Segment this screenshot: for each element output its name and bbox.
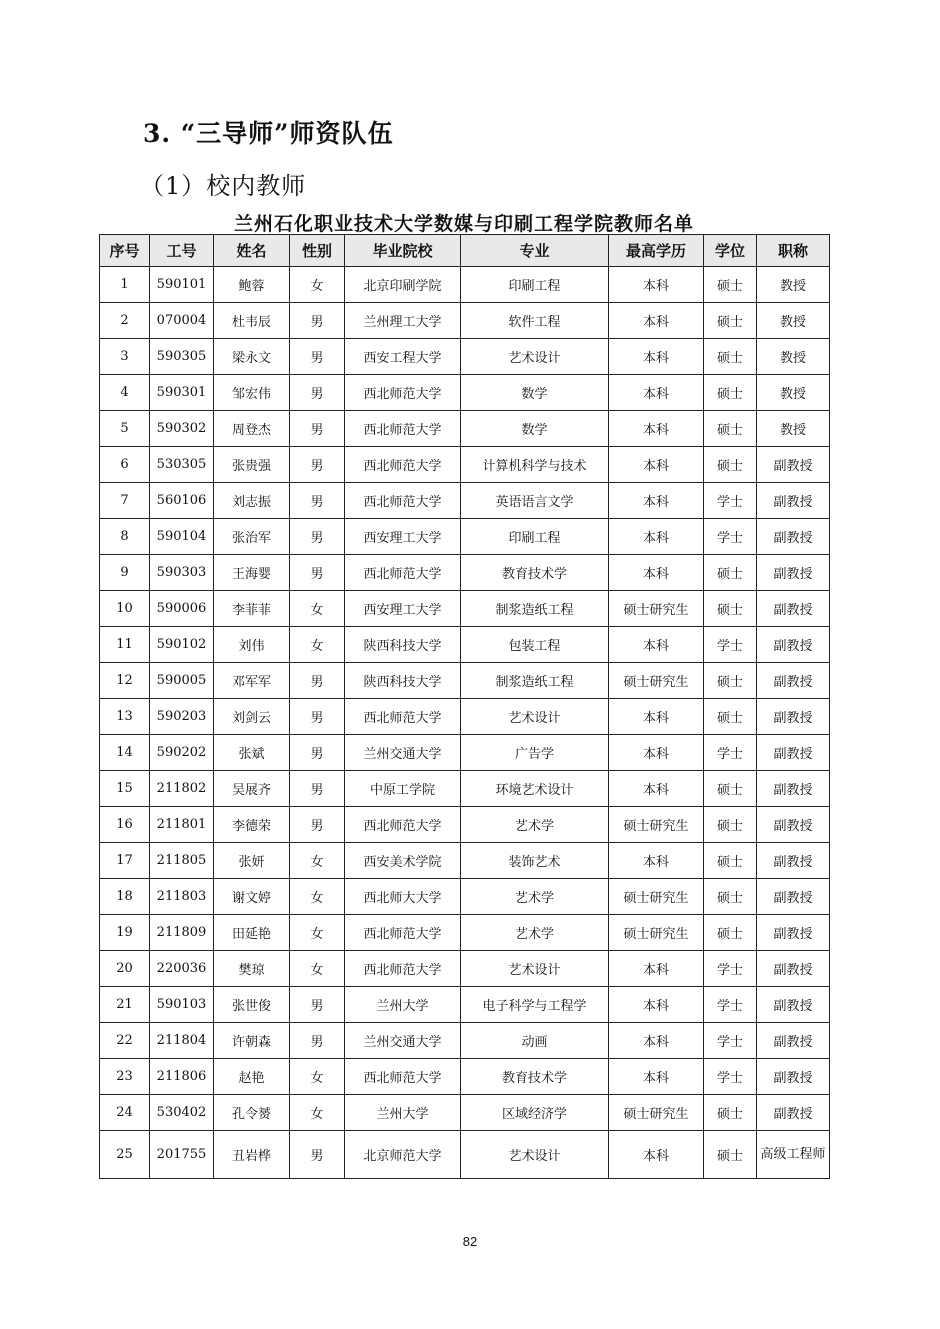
cell-degree: 学士: [704, 1023, 757, 1059]
cell-major: 艺术设计: [461, 1131, 609, 1179]
cell-name: 张妍: [214, 843, 290, 879]
cell-education: 硕士研究生: [609, 663, 704, 699]
cell-education: 本科: [609, 411, 704, 447]
table-row: [100, 375, 830, 411]
cell-index: 1: [100, 267, 150, 303]
cell-degree: 硕士: [704, 807, 757, 843]
table-row: [100, 411, 830, 447]
cell-staff-id: 211804: [150, 1023, 214, 1059]
cell-gender: 男: [290, 807, 345, 843]
cell-title: 副教授: [757, 483, 830, 519]
cell-degree: 硕士: [704, 267, 757, 303]
cell-gender: 男: [290, 375, 345, 411]
cell-name: 田延艳: [214, 915, 290, 951]
cell-index: 9: [100, 555, 150, 591]
col-header-name: 姓名: [214, 235, 290, 267]
cell-school: 西安理工大学: [345, 591, 461, 627]
cell-major: 艺术学: [461, 807, 609, 843]
cell-degree: 硕士: [704, 879, 757, 915]
cell-gender: 女: [290, 1059, 345, 1095]
table-row: [100, 807, 830, 843]
cell-staff-id: 211806: [150, 1059, 214, 1095]
cell-index: 5: [100, 411, 150, 447]
cell-degree: 硕士: [704, 339, 757, 375]
cell-degree: 学士: [704, 735, 757, 771]
cell-index: 16: [100, 807, 150, 843]
cell-education: 本科: [609, 267, 704, 303]
cell-staff-id: 590302: [150, 411, 214, 447]
cell-degree: 硕士: [704, 699, 757, 735]
cell-index: 24: [100, 1095, 150, 1131]
cell-title: 副教授: [757, 1059, 830, 1095]
cell-name: 张贵强: [214, 447, 290, 483]
cell-education: 本科: [609, 699, 704, 735]
cell-name: 梁永文: [214, 339, 290, 375]
cell-gender: 男: [290, 555, 345, 591]
cell-school: 兰州交通大学: [345, 735, 461, 771]
cell-degree: 硕士: [704, 663, 757, 699]
cell-title: 副教授: [757, 735, 830, 771]
cell-title-text: 高级工程师: [760, 1147, 826, 1162]
cell-gender: 男: [290, 1131, 345, 1179]
table-row: [100, 771, 830, 807]
cell-major: 印刷工程: [461, 267, 609, 303]
cell-major: 计算机科学与技术: [461, 447, 609, 483]
cell-gender: 男: [290, 447, 345, 483]
cell-gender: 男: [290, 987, 345, 1023]
cell-name: 张斌: [214, 735, 290, 771]
cell-major: 艺术设计: [461, 339, 609, 375]
cell-name: 周登杰: [214, 411, 290, 447]
cell-index: 22: [100, 1023, 150, 1059]
table-row: [100, 915, 830, 951]
cell-degree: 学士: [704, 519, 757, 555]
cell-index: 13: [100, 699, 150, 735]
cell-title: 教授: [757, 339, 830, 375]
cell-staff-id: 220036: [150, 951, 214, 987]
cell-name: 刘志振: [214, 483, 290, 519]
cell-staff-id: 590303: [150, 555, 214, 591]
cell-school: 兰州理工大学: [345, 303, 461, 339]
cell-education: 硕士研究生: [609, 879, 704, 915]
cell-staff-id: 211801: [150, 807, 214, 843]
cell-title: 教授: [757, 411, 830, 447]
cell-school: 兰州大学: [345, 987, 461, 1023]
cell-education: 本科: [609, 519, 704, 555]
col-header-index: 序号: [100, 235, 150, 267]
cell-degree: 硕士: [704, 303, 757, 339]
cell-name: 吴展齐: [214, 771, 290, 807]
cell-title: 副教授: [757, 627, 830, 663]
table-row: [100, 483, 830, 519]
table-row: [100, 699, 830, 735]
table-body: [100, 267, 830, 1179]
table-row: [100, 1059, 830, 1095]
cell-school: 西北师范大学: [345, 375, 461, 411]
cell-staff-id: 590104: [150, 519, 214, 555]
cell-staff-id: 590102: [150, 627, 214, 663]
cell-major: 区域经济学: [461, 1095, 609, 1131]
cell-title: 副教授: [757, 447, 830, 483]
cell-gender: 女: [290, 951, 345, 987]
cell-title: 副教授: [757, 807, 830, 843]
cell-index: 7: [100, 483, 150, 519]
col-header-major: 专业: [461, 235, 609, 267]
cell-major: 教育技术学: [461, 555, 609, 591]
cell-index: 14: [100, 735, 150, 771]
cell-major: 广告学: [461, 735, 609, 771]
cell-major: 包装工程: [461, 627, 609, 663]
table-row: [100, 591, 830, 627]
table-row: [100, 1131, 830, 1179]
cell-school: 陕西科技大学: [345, 663, 461, 699]
cell-school: 西安工程大学: [345, 339, 461, 375]
subsection-heading: （1）校内教师: [140, 172, 307, 200]
cell-name: 邓军军: [214, 663, 290, 699]
cell-gender: 男: [290, 303, 345, 339]
cell-staff-id: 211803: [150, 879, 214, 915]
cell-education: 本科: [609, 771, 704, 807]
cell-gender: 男: [290, 519, 345, 555]
cell-school: 西北师大大学: [345, 879, 461, 915]
cell-title: 副教授: [757, 519, 830, 555]
cell-education: 本科: [609, 843, 704, 879]
cell-degree: 学士: [704, 987, 757, 1023]
cell-education: 本科: [609, 483, 704, 519]
cell-education: 本科: [609, 375, 704, 411]
cell-degree: 学士: [704, 627, 757, 663]
cell-name: 张世俊: [214, 987, 290, 1023]
cell-education: 本科: [609, 1059, 704, 1095]
cell-school: 北京印刷学院: [345, 267, 461, 303]
cell-gender: 男: [290, 771, 345, 807]
cell-degree: 学士: [704, 1059, 757, 1095]
cell-major: 艺术设计: [461, 951, 609, 987]
cell-school: 西北师范大学: [345, 447, 461, 483]
cell-name: 许朝森: [214, 1023, 290, 1059]
cell-degree: 硕士: [704, 591, 757, 627]
cell-title: 副教授: [757, 771, 830, 807]
cell-staff-id: 201755: [150, 1131, 214, 1179]
cell-name: 邹宏伟: [214, 375, 290, 411]
cell-name: 王海婴: [214, 555, 290, 591]
cell-degree: 硕士: [704, 375, 757, 411]
cell-degree: 硕士: [704, 555, 757, 591]
cell-name: 赵艳: [214, 1059, 290, 1095]
cell-staff-id: 070004: [150, 303, 214, 339]
cell-gender: 男: [290, 483, 345, 519]
cell-school: 西北师范大学: [345, 951, 461, 987]
cell-title: 教授: [757, 375, 830, 411]
cell-school: 中原工学院: [345, 771, 461, 807]
cell-index: 17: [100, 843, 150, 879]
cell-gender: 女: [290, 267, 345, 303]
cell-education: 硕士研究生: [609, 915, 704, 951]
cell-index: 3: [100, 339, 150, 375]
cell-title: 副教授: [757, 915, 830, 951]
cell-title: 教授: [757, 267, 830, 303]
cell-major: 装饰艺术: [461, 843, 609, 879]
cell-gender: 男: [290, 735, 345, 771]
cell-gender: 女: [290, 915, 345, 951]
table-row: [100, 1023, 830, 1059]
cell-gender: 女: [290, 627, 345, 663]
cell-index: 25: [100, 1131, 150, 1179]
cell-education: 本科: [609, 339, 704, 375]
cell-major: 数学: [461, 411, 609, 447]
cell-index: 20: [100, 951, 150, 987]
cell-title: 副教授: [757, 879, 830, 915]
cell-title: 教授: [757, 303, 830, 339]
page-number: 82: [462, 1234, 478, 1249]
cell-education: 本科: [609, 735, 704, 771]
cell-gender: 女: [290, 1095, 345, 1131]
cell-gender: 女: [290, 879, 345, 915]
cell-title: 副教授: [757, 1095, 830, 1131]
cell-degree: 学士: [704, 951, 757, 987]
cell-index: 4: [100, 375, 150, 411]
cell-education: 本科: [609, 447, 704, 483]
cell-degree: 硕士: [704, 1095, 757, 1131]
table-row: [100, 735, 830, 771]
cell-education: 硕士研究生: [609, 1095, 704, 1131]
table-row: [100, 987, 830, 1023]
col-header-staff-id: 工号: [150, 235, 214, 267]
cell-education: 硕士研究生: [609, 591, 704, 627]
cell-title: 副教授: [757, 843, 830, 879]
cell-index: 8: [100, 519, 150, 555]
cell-index: 18: [100, 879, 150, 915]
cell-staff-id: 211809: [150, 915, 214, 951]
cell-school: 西北师范大学: [345, 555, 461, 591]
cell-school: 西北师范大学: [345, 915, 461, 951]
cell-education: 本科: [609, 303, 704, 339]
cell-education: 本科: [609, 1023, 704, 1059]
cell-staff-id: 590203: [150, 699, 214, 735]
table-row: [100, 267, 830, 303]
cell-major: 艺术学: [461, 915, 609, 951]
table-row: [100, 339, 830, 375]
col-header-school: 毕业院校: [345, 235, 461, 267]
cell-degree: 硕士: [704, 843, 757, 879]
cell-staff-id: 590101: [150, 267, 214, 303]
cell-index: 2: [100, 303, 150, 339]
cell-degree: 学士: [704, 483, 757, 519]
cell-gender: 男: [290, 339, 345, 375]
table-row: [100, 663, 830, 699]
cell-index: 6: [100, 447, 150, 483]
cell-title: 副教授: [757, 591, 830, 627]
cell-title: 副教授: [757, 699, 830, 735]
cell-name: 杜韦辰: [214, 303, 290, 339]
cell-major: 软件工程: [461, 303, 609, 339]
cell-title: 副教授: [757, 555, 830, 591]
table-row: [100, 627, 830, 663]
col-header-title: 职称: [757, 235, 830, 267]
cell-major: 印刷工程: [461, 519, 609, 555]
cell-index: 19: [100, 915, 150, 951]
cell-name: 刘剑云: [214, 699, 290, 735]
table-row: [100, 303, 830, 339]
cell-index: 15: [100, 771, 150, 807]
table-row: [100, 879, 830, 915]
cell-gender: 男: [290, 411, 345, 447]
cell-education: 本科: [609, 555, 704, 591]
col-header-degree: 学位: [704, 235, 757, 267]
cell-school: 西北师范大学: [345, 1059, 461, 1095]
cell-school: 兰州大学: [345, 1095, 461, 1131]
cell-staff-id: 211802: [150, 771, 214, 807]
cell-staff-id: 590202: [150, 735, 214, 771]
cell-school: 北京师范大学: [345, 1131, 461, 1179]
cell-school: 西北师范大学: [345, 699, 461, 735]
cell-school: 西北师范大学: [345, 483, 461, 519]
col-header-gender: 性别: [290, 235, 345, 267]
cell-major: 电子科学与工程学: [461, 987, 609, 1023]
table-row: [100, 1095, 830, 1131]
table-row: [100, 555, 830, 591]
cell-school: 兰州交通大学: [345, 1023, 461, 1059]
cell-staff-id: 530402: [150, 1095, 214, 1131]
cell-name: 谢文婷: [214, 879, 290, 915]
teacher-table: [99, 234, 830, 1179]
cell-staff-id: 590305: [150, 339, 214, 375]
cell-school: 西安理工大学: [345, 519, 461, 555]
cell-major: 数学: [461, 375, 609, 411]
cell-education: 本科: [609, 627, 704, 663]
cell-staff-id: 590103: [150, 987, 214, 1023]
cell-major: 艺术学: [461, 879, 609, 915]
cell-index: 10: [100, 591, 150, 627]
cell-title: 副教授: [757, 663, 830, 699]
cell-education: 硕士研究生: [609, 807, 704, 843]
col-header-education: 最高学历: [609, 235, 704, 267]
cell-school: 西北师范大学: [345, 411, 461, 447]
cell-name: 张治军: [214, 519, 290, 555]
cell-index: 23: [100, 1059, 150, 1095]
cell-education: 本科: [609, 951, 704, 987]
cell-name: 丑岩桦: [214, 1131, 290, 1179]
cell-gender: 男: [290, 663, 345, 699]
cell-name: 李德荣: [214, 807, 290, 843]
cell-major: 制浆造纸工程: [461, 591, 609, 627]
cell-title: [757, 1131, 830, 1179]
cell-major: 教育技术学: [461, 1059, 609, 1095]
cell-major: 环境艺术设计: [461, 771, 609, 807]
section-heading: 3. “三导师”师资队伍: [143, 119, 394, 148]
cell-name: 孔令赟: [214, 1095, 290, 1131]
cell-gender: 男: [290, 699, 345, 735]
table-title: 兰州石化职业技术大学数媒与印刷工程学院教师名单: [233, 213, 694, 235]
cell-gender: 男: [290, 1023, 345, 1059]
cell-education: 本科: [609, 1131, 704, 1179]
cell-title: 副教授: [757, 1023, 830, 1059]
cell-degree: 硕士: [704, 411, 757, 447]
cell-major: 制浆造纸工程: [461, 663, 609, 699]
cell-degree: 硕士: [704, 1131, 757, 1179]
cell-school: 陕西科技大学: [345, 627, 461, 663]
cell-staff-id: 530305: [150, 447, 214, 483]
cell-gender: 女: [290, 591, 345, 627]
cell-title: 副教授: [757, 987, 830, 1023]
table-row: [100, 447, 830, 483]
cell-name: 樊琼: [214, 951, 290, 987]
table-header-row: [100, 235, 830, 267]
cell-index: 11: [100, 627, 150, 663]
cell-major: 艺术设计: [461, 699, 609, 735]
cell-name: 刘伟: [214, 627, 290, 663]
cell-major: 英语语言文学: [461, 483, 609, 519]
cell-title: 副教授: [757, 951, 830, 987]
cell-staff-id: 590301: [150, 375, 214, 411]
cell-name: 李菲菲: [214, 591, 290, 627]
cell-degree: 硕士: [704, 447, 757, 483]
table-row: [100, 843, 830, 879]
table-row: [100, 519, 830, 555]
cell-index: 12: [100, 663, 150, 699]
cell-staff-id: 560106: [150, 483, 214, 519]
cell-major: 动画: [461, 1023, 609, 1059]
cell-education: 本科: [609, 987, 704, 1023]
cell-school: 西北师范大学: [345, 807, 461, 843]
cell-degree: 硕士: [704, 771, 757, 807]
cell-staff-id: 590005: [150, 663, 214, 699]
cell-degree: 硕士: [704, 915, 757, 951]
cell-staff-id: 211805: [150, 843, 214, 879]
cell-gender: 女: [290, 843, 345, 879]
cell-school: 西安美术学院: [345, 843, 461, 879]
table-row: [100, 951, 830, 987]
cell-staff-id: 590006: [150, 591, 214, 627]
cell-index: 21: [100, 987, 150, 1023]
cell-name: 鲍蓉: [214, 267, 290, 303]
